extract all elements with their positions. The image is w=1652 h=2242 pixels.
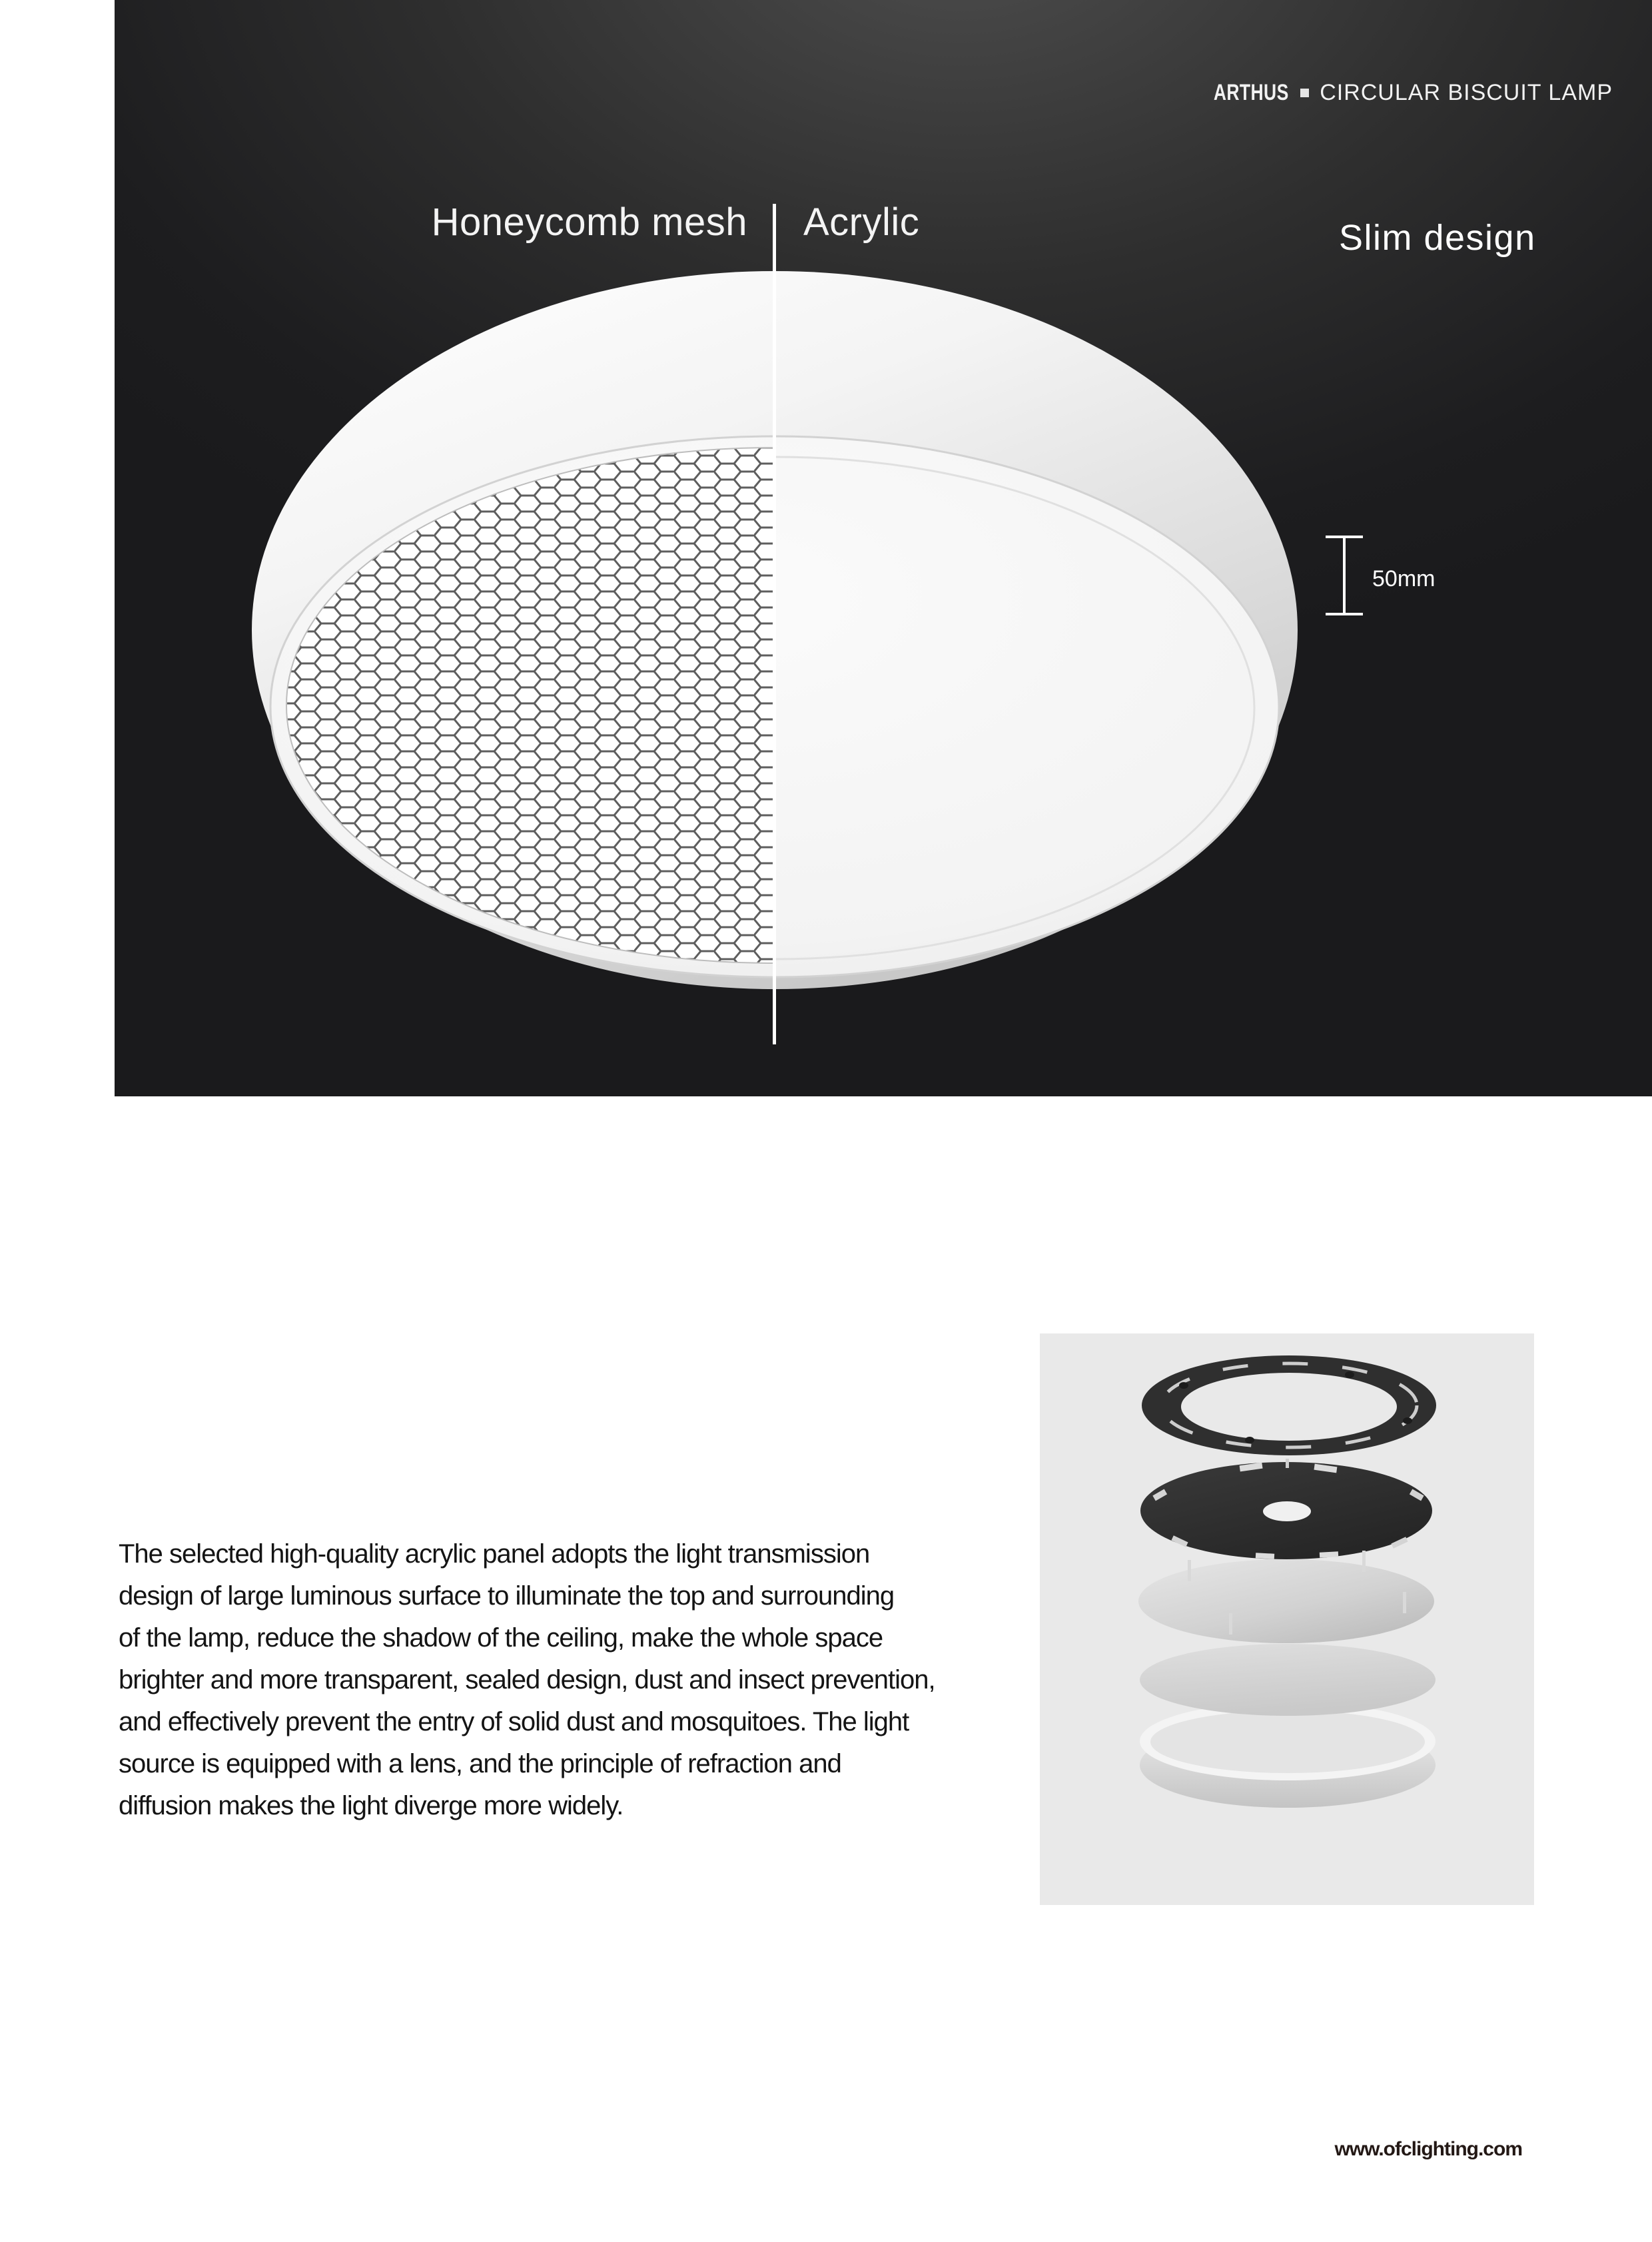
exploded-view-diagram	[1040, 1333, 1534, 1905]
dimension-label: 50mm	[1372, 566, 1436, 591]
part-mounting-ring	[1142, 1355, 1436, 1455]
hero-header	[1192, 80, 1613, 106]
part-housing-dome	[1138, 1559, 1434, 1643]
website-url: www.ofclighting.com	[1334, 2138, 1522, 2160]
label-honeycomb-mesh: Honeycomb mesh	[431, 200, 747, 244]
part-led-plate	[1140, 1459, 1432, 1559]
description-paragraph	[119, 1533, 1044, 1827]
description-line: and effectively prevent the entry of solid dust and mosquitoes. The light	[119, 1707, 909, 1736]
divider-line	[773, 204, 776, 1044]
description-line: The selected high-quality acrylic panel adopts the light transmission	[119, 1539, 870, 1569]
brand-name: ARTHUS	[1213, 80, 1289, 105]
description-line: source is equipped with a lens, and the principle of refraction and	[119, 1749, 841, 1778]
product-name: CIRCULAR BISCUIT LAMP	[1320, 80, 1613, 105]
part-diffuser-disc	[1140, 1644, 1436, 1716]
part-outer-trim-ring	[1140, 1702, 1436, 1808]
label-acrylic: Acrylic	[803, 200, 920, 244]
description-line: diffusion makes the light diverge more widely.	[119, 1791, 623, 1820]
description-line: brighter and more transparent, sealed design, dust and insect prevention,	[119, 1665, 935, 1694]
exploded-view-panel	[1040, 1333, 1534, 1905]
tagline-slim-design: Slim design	[1339, 218, 1536, 258]
hero-section	[115, 0, 1652, 1096]
description-line: of the lamp, reduce the shadow of the ceiling, make the whole space	[119, 1623, 883, 1653]
square-bullet-icon	[1300, 89, 1309, 97]
lamp-image	[115, 0, 1652, 1096]
description-line: design of large luminous surface to illuminate the top and surrounding	[119, 1581, 895, 1611]
dimension-marker	[1326, 537, 1363, 614]
